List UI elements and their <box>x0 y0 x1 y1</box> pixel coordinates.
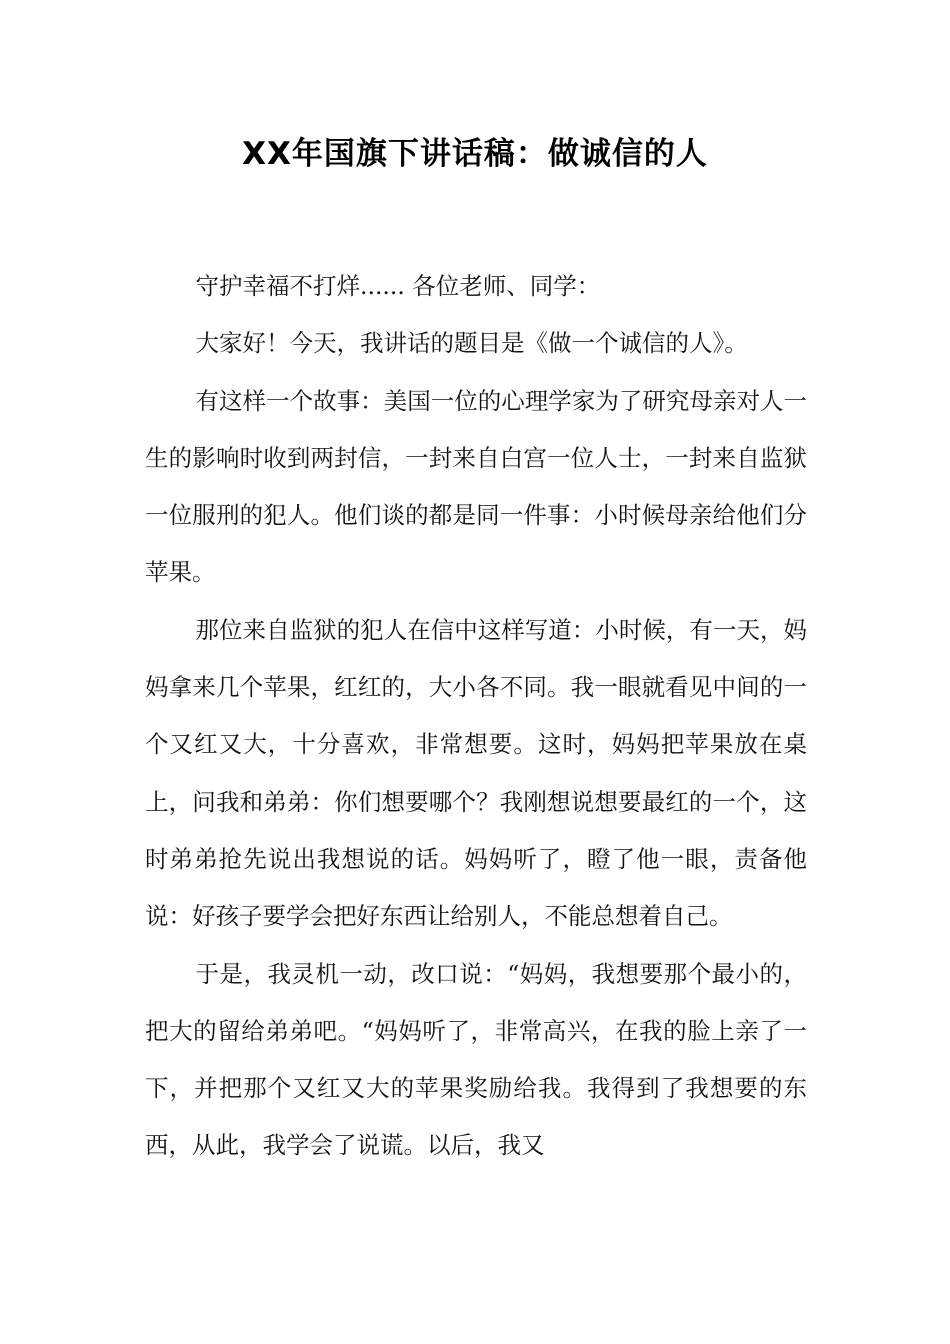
paragraph-story-intro: 有这样一个故事：美国一位的心理学家为了研究母亲对人一生的影响时收到两封信，一封来自白宫一位人士，一封来自监狱一位服刑的犯人。他们谈的都是同一件事：小时候母亲给他们分苹果。 <box>145 386 807 587</box>
paragraph-lie: 于是，我灵机一动，改口说：“妈妈，我想要那个最小的，把大的留给弟弟吧。“妈妈听了，非常高兴，在我的脸上亲了一下，并把那个又红又大的苹果奖励给我。我得到了我想要的东西，从此，我学会了说谎。以后，我又 <box>145 959 807 1160</box>
paragraph-topic: 大家好！今天，我讲话的题目是《做一个诚信的人》。 <box>195 329 748 358</box>
paragraph-greeting: 守护幸福不打烊...... 各位老师、同学： <box>195 272 601 300</box>
document-title: XX年国旗下讲话稿：做诚信的人 <box>242 136 708 172</box>
paragraph-prisoner-letter: 那位来自监狱的犯人在信中这样写道：小时候，有一天，妈妈拿来几个苹果，红红的，大小各不同。我一眼就看见中间的一个又红又大，十分喜欢，非常想要。这时，妈妈把苹果放在桌上，问我和弟弟：你们想要哪个？我刚想说想要最红的一个，这时弟弟抢先说出我想说的话。妈妈听了，瞪了他一眼，责备他说：好孩子要学会把好东西让给别人，不能总想着自己。 <box>145 615 807 931</box>
document-body <box>145 258 807 1175</box>
